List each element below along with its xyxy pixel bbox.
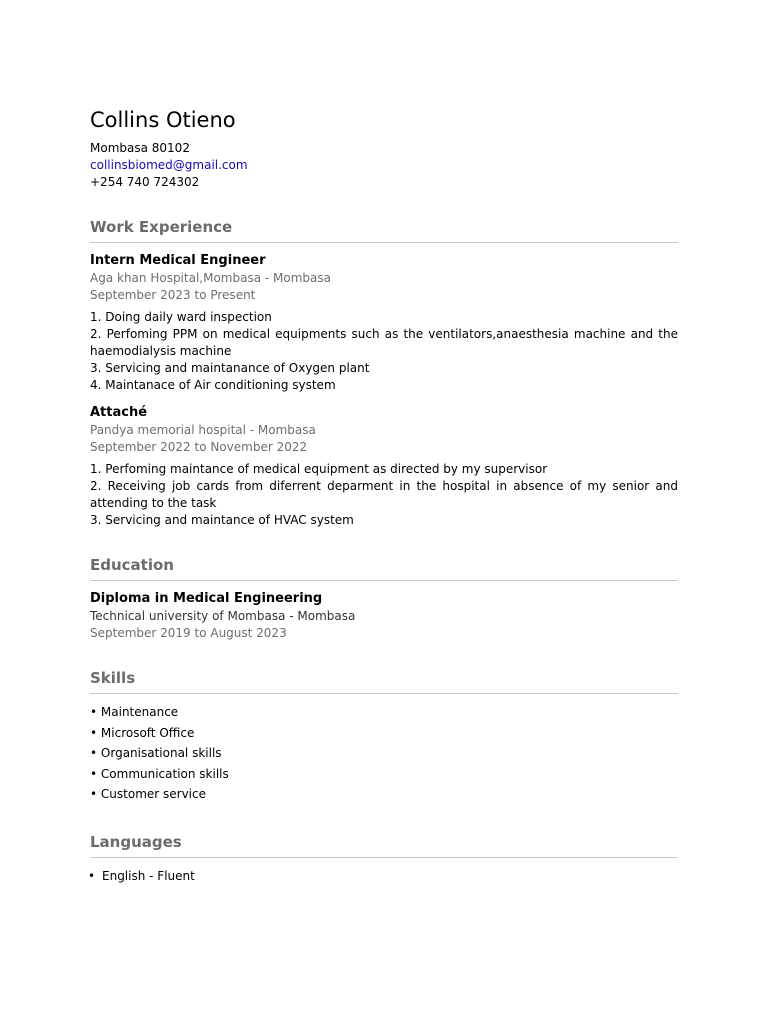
contact-block (90, 140, 678, 191)
job-dates: September 2023 to Present (90, 288, 256, 302)
education-section (90, 555, 678, 642)
job-entry (90, 252, 678, 394)
job-company: Aga khan Hospital,Mombasa - Mombasa (90, 271, 331, 285)
bullet-icon: • (88, 868, 96, 883)
skill-item: • Communication skills (90, 764, 678, 785)
job-title: Attaché (90, 405, 148, 420)
education-dates: September 2019 to August 2023 (90, 626, 287, 640)
job-dates: September 2022 to November 2022 (90, 440, 308, 454)
degree-title: Diploma in Medical Engineering (90, 591, 323, 606)
language-label: English - Fluent (102, 868, 195, 883)
contact-address: Mombasa 80102 (90, 141, 190, 155)
section-title-skills: Skills (90, 668, 678, 694)
job-entry (90, 404, 678, 529)
job-description-line: 3. Servicing and maintance of HVAC system (90, 513, 354, 527)
resume-content (90, 106, 678, 885)
school-name: Technical university of Mombasa - Mombasa (90, 609, 356, 623)
languages-list (90, 868, 678, 885)
section-title-education: Education (90, 555, 678, 581)
contact-email-link[interactable]: collinsbiomed@gmail.com (90, 158, 248, 172)
job-description-line: 2. Receiving job cards from diferrent deparment in the hospital in absence of my senior and attending to the task (90, 479, 678, 510)
job-description-line: 2. Perfoming PPM on medical equipments such as the ventilators,anaesthesia machine and the haemodialysis machine (90, 327, 678, 358)
section-title-work-experience: Work Experience (90, 217, 678, 243)
skill-item: • Organisational skills (90, 743, 678, 764)
job-description (90, 309, 678, 394)
job-description-line: 1. Perfoming maintance of medical equipment as directed by my supervisor (90, 462, 548, 476)
work-experience-section (90, 217, 678, 529)
job-description-line: 3. Servicing and maintanance of Oxygen plant (90, 361, 370, 375)
candidate-name: Collins Otieno (90, 108, 236, 132)
section-title-languages: Languages (90, 832, 678, 858)
education-entry (90, 590, 678, 642)
contact-phone: +254 740 724302 (90, 175, 200, 189)
job-description-line: 1. Doing daily ward inspection (90, 310, 272, 324)
job-title: Intern Medical Engineer (90, 253, 266, 268)
job-description (90, 461, 678, 529)
skill-item: • Customer service (90, 784, 678, 805)
skill-item: • Maintenance (90, 702, 678, 723)
skills-list (90, 702, 678, 805)
skills-section (90, 668, 678, 805)
languages-section (90, 832, 678, 885)
language-item (88, 868, 678, 885)
skill-item: • Microsoft Office (90, 723, 678, 744)
job-description-line: 4. Maintanace of Air conditioning system (90, 378, 336, 392)
job-company: Pandya memorial hospital - Mombasa (90, 423, 316, 437)
